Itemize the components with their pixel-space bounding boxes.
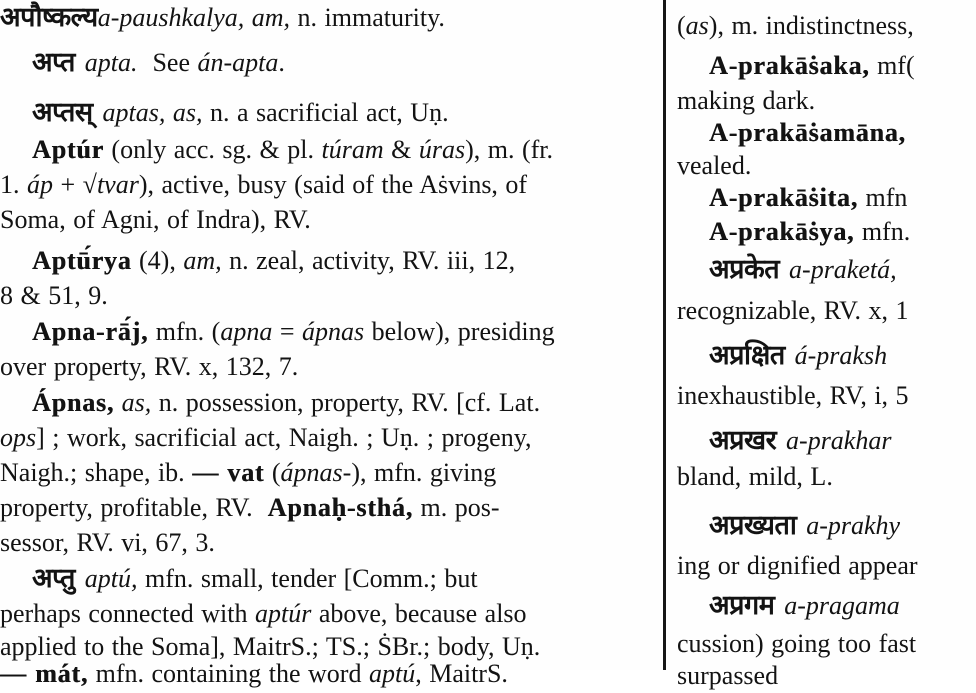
roman-text: 1. [0, 170, 27, 199]
dictionary-line [0, 202, 660, 237]
italic-text: as [685, 11, 709, 40]
roman-text: + √ [53, 170, 97, 199]
column-divider-rule [663, 0, 666, 670]
dictionary-line [677, 8, 976, 43]
dictionary-line [677, 83, 976, 118]
roman-text: m. pos- [413, 493, 500, 522]
italic-text: as, [121, 388, 152, 417]
devanagari-headword: अप्त [32, 47, 85, 78]
dictionary-line [0, 167, 660, 202]
dictionary-line [677, 588, 976, 623]
dictionary-line [677, 423, 976, 458]
devanagari-headword: अपौष्कल्य [0, 2, 98, 33]
italic-text: a-pragama [784, 591, 900, 620]
dictionary-line [677, 148, 976, 183]
roman-text: 8 & 51, 9. [0, 281, 108, 310]
dictionary-line [677, 626, 976, 661]
roman-text: inexhaustible, RV, i, 5 [677, 381, 909, 410]
dictionary-line [677, 48, 976, 83]
italic-text: á-praksh [794, 341, 888, 370]
italic-text: a-paushkalya, am, [97, 3, 291, 32]
roman-text: recognizable, RV. x, 1 [677, 296, 909, 325]
dictionary-line [677, 293, 976, 328]
dictionary-line [0, 243, 660, 278]
italic-text: án-apta [197, 48, 279, 77]
dictionary-line [0, 596, 660, 631]
bold-headword: A-prakāṡaka, [709, 51, 870, 80]
italic-text: úras [418, 135, 466, 164]
devanagari-headword: अप्रकेत [709, 254, 790, 285]
roman-text: n. immaturity. [290, 3, 445, 32]
roman-text: property, profitable, RV. [0, 493, 268, 522]
roman-text: ing or dignified appear [677, 551, 918, 580]
italic-text: aptúr [254, 599, 312, 628]
italic-text: apna [220, 317, 273, 346]
italic-text: ápnas- [280, 458, 352, 487]
dictionary-line [0, 0, 660, 35]
devanagari-headword: अप्रक्षित [709, 340, 795, 371]
dictionary-line [0, 45, 660, 80]
devanagari-headword: अप्तस् [32, 97, 103, 128]
devanagari-headword: अप्रगम [709, 590, 785, 621]
roman-text: . [278, 48, 285, 77]
roman-text: & [383, 135, 419, 164]
dictionary-line [677, 115, 976, 150]
dictionary-line [677, 214, 976, 249]
dictionary-line [0, 278, 660, 313]
roman-text: ), mfn. giving [351, 458, 497, 487]
devanagari-headword: अप्तु [32, 563, 85, 594]
dictionary-line [0, 455, 660, 490]
roman-text: ), m. (fr. [465, 135, 554, 164]
roman-text: n. zeal, activity, RV. iii, 12, [221, 246, 516, 275]
bold-headword: Aptúr [32, 135, 104, 164]
roman-text: over property, RV. x, 132, 7. [0, 352, 299, 381]
dictionary-line [677, 252, 976, 287]
roman-text: mfn. [854, 217, 911, 246]
roman-text: bland, mild, L. [677, 462, 833, 491]
roman-text: vealed. [677, 151, 752, 180]
italic-text: ops [0, 423, 37, 452]
dictionary-line [677, 459, 976, 494]
roman-text: Soma, of Agni, of Indra), RV. [0, 205, 311, 234]
roman-text: ( [677, 11, 686, 40]
dictionary-line [677, 180, 976, 215]
roman-text: Naigh.; shape, ib. [0, 458, 193, 487]
dictionary-line [0, 561, 660, 596]
bold-headword: Apnaḥ-sthá, [267, 493, 414, 522]
bold-headword: A-prakāṡita, [709, 183, 858, 212]
roman-text: mfn. containing the word [88, 659, 369, 688]
roman-text: ), active, busy (said of the Aṡvins, of [138, 170, 528, 199]
dictionary-line [0, 314, 660, 349]
roman-text: , MaitrS. [415, 659, 508, 688]
italic-text: apta. [84, 48, 138, 77]
italic-text: aptú, [84, 564, 138, 593]
dictionary-line [0, 385, 660, 420]
roman-text: (only acc. sg. & pl. [103, 135, 322, 164]
devanagari-headword: अप्रख्यता [709, 510, 807, 541]
roman-text: = [272, 317, 302, 346]
roman-text: n. possession, property, RV. [cf. Lat. [151, 388, 541, 417]
italic-text: aptú [368, 659, 416, 688]
dictionary-line [677, 548, 976, 583]
italic-text: am, [183, 246, 222, 275]
roman-text: mf( [869, 51, 915, 80]
dictionary-line [0, 656, 660, 691]
roman-text: ] ; work, sacrificial act, Naigh. ; Uṇ. ; progeny, [36, 423, 532, 452]
roman-text: sessor, RV. vi, 67, 3. [0, 528, 215, 557]
devanagari-headword: अप्रखर [709, 425, 787, 456]
bold-headword: — vat [192, 458, 265, 487]
roman-text: cussion) going too fast [677, 629, 917, 658]
dictionary-line [677, 658, 976, 693]
roman-text: making dark. [677, 86, 816, 115]
dictionary-line [677, 338, 976, 373]
bold-headword: Ápnas, [32, 388, 115, 417]
roman-text: ( [264, 458, 281, 487]
roman-text: above, because also [311, 599, 527, 628]
roman-text: below), presiding [364, 317, 555, 346]
italic-text: aptas, as, [102, 98, 203, 127]
roman-text: surpassed [677, 661, 779, 690]
italic-text: tvar [96, 170, 139, 199]
roman-text [114, 388, 122, 417]
italic-text: a-praketá, [789, 255, 897, 284]
dictionary-line [0, 490, 660, 525]
bold-headword: A-prakāṡya, [709, 217, 855, 246]
italic-text: ápnas [301, 317, 365, 346]
roman-text: n. a sacrificial act, Uṇ. [202, 98, 449, 127]
bold-headword: Apna-rā́j, [32, 317, 149, 346]
bold-headword: Aptū́rya [32, 246, 132, 275]
roman-text: (4), [131, 246, 184, 275]
roman-text: mfn. ( [148, 317, 221, 346]
italic-text: a-prakhy [806, 511, 901, 540]
roman-text: See [137, 48, 198, 77]
dictionary-line [677, 508, 976, 543]
bold-headword: — mát, [0, 659, 89, 688]
bold-headword: A-prakāṡamāna, [709, 118, 906, 147]
dictionary-line [0, 525, 660, 560]
roman-text: applied to the Soma], MaitrS.; TS.; ṠBr.; body, Uṇ. [0, 632, 541, 661]
roman-text: ), m. indistinctness, [708, 11, 914, 40]
dictionary-line [677, 378, 976, 413]
roman-text: perhaps connected with [0, 599, 255, 628]
italic-text: áp [27, 170, 53, 199]
dictionary-line [0, 132, 660, 167]
dictionary-line [0, 420, 660, 455]
dictionary-line [0, 95, 660, 130]
italic-text: a-prakhar [786, 426, 892, 455]
roman-text: mfn. small, tender [Comm.; but [137, 564, 478, 593]
italic-text: túram [321, 135, 384, 164]
roman-text: mfn [858, 183, 908, 212]
dictionary-line [0, 349, 660, 384]
right-column [677, 0, 976, 690]
